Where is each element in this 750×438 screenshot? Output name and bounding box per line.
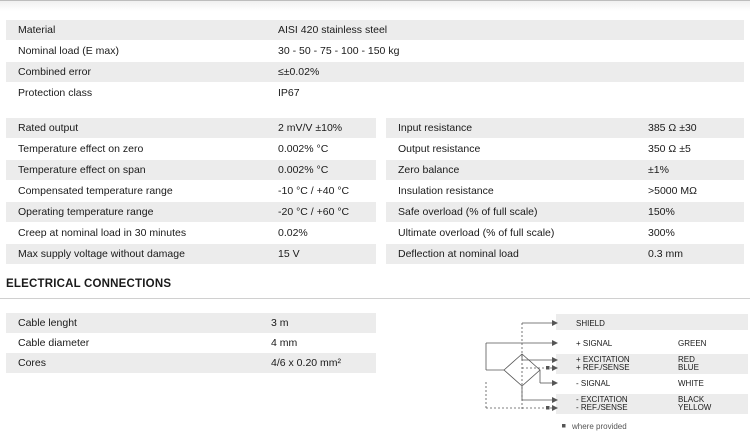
- row-label: Combined error: [18, 66, 91, 78]
- row-label: Material: [18, 24, 56, 36]
- table-row: [6, 41, 744, 61]
- row-label: Temperature effect on zero: [18, 143, 144, 155]
- wire-excitation-plus-label: + EXCITATION: [576, 355, 630, 364]
- row-label: Zero balance: [398, 164, 460, 176]
- row-label: Deflection at nominal load: [398, 248, 519, 260]
- wire-signal-plus-color: GREEN: [678, 339, 707, 348]
- row-value: -10 °C / +40 °C: [278, 185, 350, 197]
- table-row: [386, 223, 744, 243]
- wire-legend-label: where provided: [572, 422, 627, 431]
- row-value: ≤±0.02%: [278, 66, 320, 78]
- row-label: Safe overload (% of full scale): [398, 206, 538, 218]
- table-row: [386, 118, 744, 138]
- row-label: Protection class: [18, 87, 93, 99]
- row-label: Cores: [18, 357, 47, 369]
- table-row: [6, 244, 376, 264]
- row-value: 150%: [648, 206, 675, 218]
- row-value: 0.02%: [278, 227, 308, 239]
- where-provided-marker: [546, 406, 550, 410]
- table-row: [6, 160, 376, 180]
- table-row: [6, 118, 376, 138]
- legend-marker: [562, 424, 566, 428]
- row-value: 300%: [648, 227, 675, 239]
- table-row: [6, 62, 744, 82]
- section-title: ELECTRICAL CONNECTIONS: [6, 278, 172, 290]
- row-label: Ultimate overload (% of full scale): [398, 227, 555, 239]
- wire-ref-sense-plus-color: BLUE: [678, 363, 699, 372]
- table-row: [6, 83, 744, 103]
- row-label: Compensated temperature range: [18, 185, 173, 197]
- row-value: 0.002% °C: [278, 164, 329, 176]
- row-label: Operating temperature range: [18, 206, 154, 218]
- row-value: 15 V: [278, 248, 300, 260]
- table-row: [386, 181, 744, 201]
- table-row: [6, 223, 376, 243]
- top-divider: [0, 0, 750, 11]
- wiring-diagram: [480, 312, 750, 436]
- wire-excitation-minus-label: - EXCITATION: [576, 395, 628, 404]
- table-row: [6, 181, 376, 201]
- row-label: Temperature effect on span: [18, 164, 146, 176]
- row-label: Input resistance: [398, 122, 473, 134]
- wire-ref-sense-minus-color: YELLOW: [678, 403, 712, 412]
- wire-ref-sense-minus-label: - REF./SENSE: [576, 403, 628, 412]
- table-row: [386, 160, 744, 180]
- row-label: Cable lenght: [18, 317, 77, 329]
- row-label: Nominal load (E max): [18, 45, 119, 57]
- wire-excitation-minus-color: BLACK: [678, 395, 705, 404]
- wire-excitation-plus-color: RED: [678, 355, 695, 364]
- row-value: 350 Ω ±5: [648, 143, 691, 155]
- table-row: [6, 20, 744, 40]
- row-label: Output resistance: [398, 143, 481, 155]
- table-row: [386, 139, 744, 159]
- row-value: 0.002% °C: [278, 143, 329, 155]
- row-value: 30 - 50 - 75 - 100 - 150 kg: [278, 45, 400, 57]
- row-value: AISI 420 stainless steel: [278, 24, 388, 36]
- table-row: [6, 333, 376, 353]
- wire-ref-sense-plus-label: + REF./SENSE: [576, 363, 630, 372]
- row-label: Max supply voltage without damage: [18, 248, 185, 260]
- row-value: >5000 MΩ: [648, 185, 698, 197]
- table-row: [6, 139, 376, 159]
- row-value: 4/6 x 0.20 mm²: [271, 357, 342, 369]
- row-value: -20 °C / +60 °C: [278, 206, 350, 218]
- row-label: Cable diameter: [18, 337, 90, 349]
- table-row: [6, 202, 376, 222]
- row-value: 385 Ω ±30: [648, 122, 697, 134]
- table-row: [386, 244, 744, 264]
- row-value: 3 m: [271, 317, 289, 329]
- row-value: IP67: [278, 87, 300, 99]
- section-divider: [0, 298, 750, 299]
- table-row: [386, 202, 744, 222]
- wire-signal-minus-color: WHITE: [678, 379, 704, 388]
- wire-signal-minus-label: - SIGNAL: [576, 379, 611, 388]
- wiring-lines: [486, 323, 552, 410]
- row-label: Rated output: [18, 122, 79, 134]
- wire-shield-label: SHIELD: [576, 319, 605, 328]
- row-label: Creep at nominal load in 30 minutes: [18, 227, 187, 239]
- row-value: 4 mm: [271, 337, 298, 349]
- row-label: Insulation resistance: [398, 185, 494, 197]
- wire-signal-plus-label: + SIGNAL: [576, 339, 613, 348]
- row-value: 0.3 mm: [648, 248, 684, 260]
- table-row: [6, 353, 376, 373]
- where-provided-marker: [546, 366, 550, 370]
- row-value: ±1%: [648, 164, 669, 176]
- row-value: 2 mV/V ±10%: [278, 122, 343, 134]
- table-row: [6, 313, 376, 333]
